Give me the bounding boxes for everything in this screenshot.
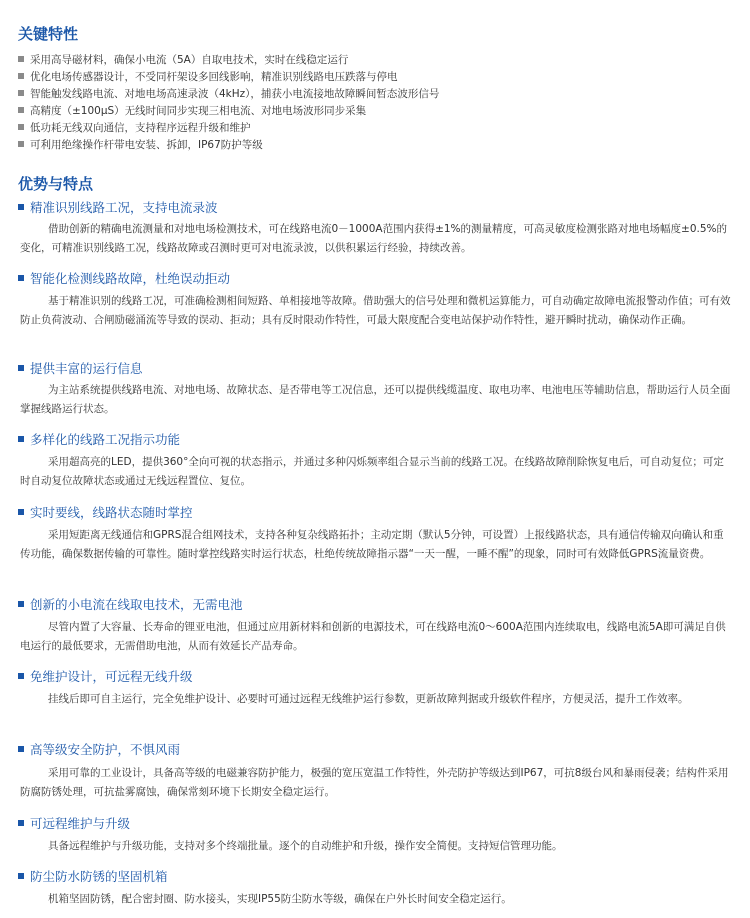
advantages-heading: 优势与特点	[18, 175, 94, 193]
feature-item: 智能触发线路电流、对地电场高速录波（4kHz），捕获小电流接地故障瞬间暂态波形信号	[18, 86, 439, 103]
section-body: 机箱坚固防锈，配合密封圈、防水接头，实现IP55防尘防水等级，确保在户外长时间安全稳定运行。	[48, 893, 512, 905]
section-title: 高等级安全防护，不惧风雨	[18, 741, 180, 759]
bullet-square-icon	[18, 73, 24, 79]
feature-item: 采用高导磁材料，确保小电流（5A）自取电技术，实时在线稳定运行	[18, 52, 348, 69]
section-body: 具备远程维护与升级功能，支持对多个终端批量。逐个的自动维护和升级，操作安全简便。支持短信管理功能。	[48, 840, 563, 852]
section-body: 采用可靠的工业设计，具备高等级的电磁兼容防护能力，极强的宽压宽温工作特性，外壳防护等级达到IP67，可抗8级台风和暴雨侵袭；结构件采用防腐防锈处理，可抗盐雾腐蚀，确保常刻环境下长期安全稳定运行。	[20, 767, 729, 798]
bullet-square-icon	[18, 107, 24, 113]
section-body: 借助创新的精确电流测量和对地电场检测技术，可在线路电流0－1000A范围内获得±1%的测量精度，可高灵敏度检测张路对地电场幅度±0.5%的变化，可精准识别线路工况，线路故障或召测时更可对电流录波，以供积累运行经验，持续改善。	[20, 223, 728, 254]
bullet-square-icon	[18, 509, 24, 515]
bullet-square-icon	[18, 820, 24, 826]
bullet-square-icon	[18, 601, 24, 607]
section-body: 挂线后即可自主运行，完全免维护设计、必要时可通过远程无线维护运行参数，更新故障判据或升级软件程序，方便灵活，提升工作效率。	[48, 693, 689, 705]
bullet-square-icon	[18, 873, 24, 879]
bullet-square-icon	[18, 673, 24, 679]
section-body: 基于精准识别的线路工况，可准确检测相间短路、单相接地等故障。借助强大的信号处理和微机运算能力，可自动确定故障电流报警动作值；可有效防止负荷波动、合闸励磁涌流等导致的误动、拒动；具有反时限动作特性，可最大限度配合变电站保护动作特性，避开瞬时扰动，确保动作正确。	[20, 295, 731, 326]
section-title: 创新的小电流在线取电技术，无需电池	[18, 596, 243, 614]
section-body: 尽管内置了大容量、长寿命的锂亚电池，但通过应用新材料和创新的电源技术，可在线路电流0～600A范围内连续取电，线路电流5A即可满足自供电运行的最低要求，无需借助电池，从而有效延长产品寿命。	[20, 621, 726, 652]
bullet-square-icon	[18, 365, 24, 371]
bullet-square-icon	[18, 436, 24, 442]
bullet-square-icon	[18, 141, 24, 147]
bullet-square-icon	[18, 275, 24, 281]
section-body: 为主站系统提供线路电流、对地电场、故障状态、是否带电等工况信息，还可以提供线缆温度、取电功率、电池电压等辅助信息，帮助运行人员全面掌握线路运行状态。	[20, 384, 731, 415]
section-title: 精准识别线路工况，支持电流录波	[18, 199, 218, 217]
bullet-square-icon	[18, 56, 24, 62]
key-features-heading: 关键特性	[18, 25, 79, 43]
section-title: 免维护设计，可远程无线升级	[18, 668, 193, 686]
bullet-square-icon	[18, 90, 24, 96]
feature-item: 可利用绝缘操作杆带电安装、拆卸，IP67防护等级	[18, 137, 263, 154]
section-title: 实时要线，线路状态随时掌控	[18, 504, 193, 522]
section-title: 防尘防水防锈的坚固机箱	[18, 868, 168, 886]
bullet-square-icon	[18, 204, 24, 210]
section-title: 可远程维护与升级	[18, 815, 130, 833]
section-title: 多样化的线路工况指示功能	[18, 431, 180, 449]
section-title: 智能化检测线路故障，杜绝误动拒动	[18, 270, 230, 288]
section-body: 采用短距离无线通信和GPRS混合组网技术，支持各种复杂线路拓扑；主动定期（默认5分钟，可设置）上报线路状态，具有通信传输双向确认和重传功能，确保数据传输的可靠性。随时掌控线路实时运行状态，杜绝传统故障指示器“一天一醒，一睡不醒”的现象，同时可有效降低GPRS流量资费。	[20, 529, 724, 560]
feature-item: 优化电场传感器设计，不受同杆架设多回线影响，精准识别线路电压跌落与停电	[18, 69, 398, 86]
section-body: 采用超高亮的LED，提供360°全向可视的状态指示，并通过多种闪烁频率组合显示当前的线路工况。在线路故障削除恢复电后，可自动复位；可定时自动复位故障状态或通过无线远程置位、复位。	[20, 456, 724, 487]
bullet-square-icon	[18, 746, 24, 752]
section-title: 提供丰富的运行信息	[18, 360, 143, 378]
bullet-square-icon	[18, 124, 24, 130]
feature-item: 低功耗无线双向通信，支持程序远程升级和维护	[18, 120, 251, 137]
feature-item: 高精度（±100μS）无线时间同步实现三相电流、对地电场波形同步采集	[18, 103, 366, 120]
